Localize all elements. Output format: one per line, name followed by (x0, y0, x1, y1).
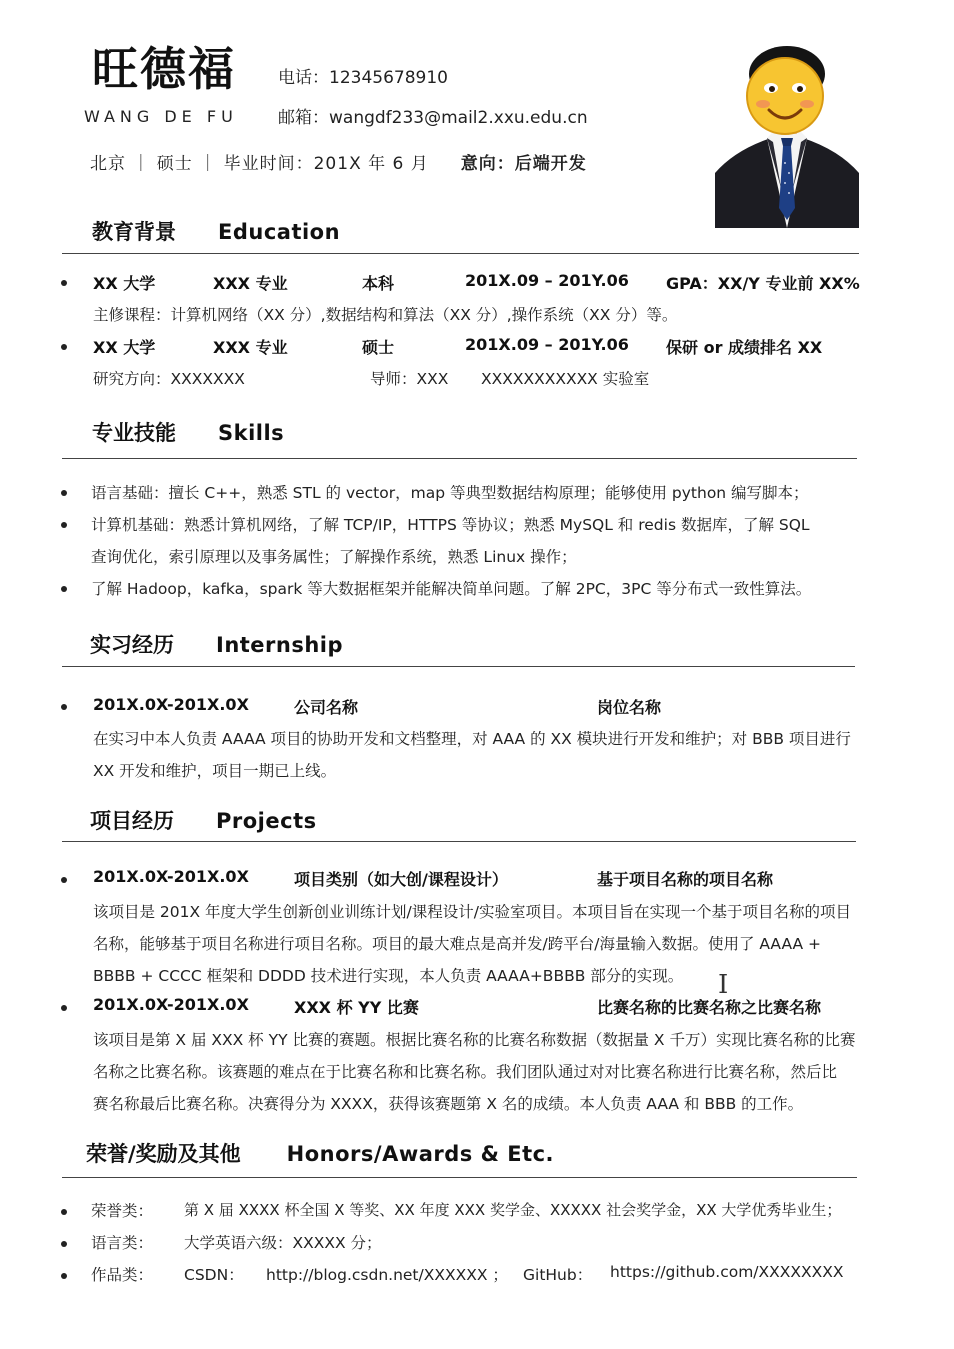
basics-text: 北京 ｜ 硕士 ｜ 毕业时间：201X 年 6 月 (90, 154, 429, 174)
section-title-education (92, 216, 340, 246)
section-title-projects (90, 805, 317, 835)
project-period: 201X.0X-201X.0X (93, 867, 249, 886)
bullet (61, 877, 67, 883)
edu-advisor: 导师：XXX (370, 370, 449, 388)
skill-item: 计算机基础：熟悉计算机网络，了解 TCP/IP，HTTPS 等协议；熟悉 MySQL 和 redis 数据库，了解 SQL (91, 516, 810, 534)
edu-major: XXX 专业 (213, 274, 288, 293)
project-name: 比赛名称的比赛名称之比赛名称 (597, 998, 822, 1017)
intern-company: 公司名称 (294, 698, 359, 717)
section-divider (62, 841, 856, 842)
csdn-link[interactable]: http://blog.csdn.net/XXXXXX ； (266, 1266, 508, 1284)
project-period: 201X.0X-201X.0X (93, 995, 249, 1014)
section-title-en: Skills (218, 421, 285, 445)
section-divider (62, 666, 855, 667)
edu-degree: 硕士 (362, 338, 395, 357)
edu-period: 201X.09 – 201Y.06 (465, 335, 629, 354)
section-title-en: Honors/Awards & Etc. (286, 1142, 555, 1166)
honor-value: 大学英语六级：XXXXX 分； (184, 1234, 382, 1252)
project-desc-line: 名称，能够基于项目名称进行项目名称。项目的最大难点是高并发/跨平台/海量输入数据。使用了 AAAA + (93, 935, 821, 953)
section-title-skills (92, 417, 284, 447)
bullet (61, 704, 67, 710)
edu-extra: 保研 or 成绩排名 XX (666, 338, 823, 357)
intern-period: 201X.0X-201X.0X (93, 695, 249, 714)
bullet (61, 280, 67, 286)
edu-detail: 主修课程：计算机网络（XX 分）,数据结构和算法（XX 分）,操作系统（XX 分）等。 (93, 306, 678, 324)
bullet (61, 522, 67, 528)
profile-photo (715, 38, 859, 228)
edu-major: XXX 专业 (213, 338, 288, 357)
edu-lab: XXXXXXXXXXX 实验室 (481, 370, 650, 388)
section-title-internship (90, 629, 343, 659)
section-title-cn: 荣誉/奖励及其他 (86, 1142, 241, 1166)
project-category: XXX 杯 YY 比赛 (294, 998, 419, 1017)
bullet (61, 490, 67, 496)
edu-period: 201X.09 – 201Y.06 (465, 271, 629, 290)
project-category: 项目类别（如大创/课程设计） (294, 870, 508, 889)
csdn-label: CSDN： (184, 1266, 244, 1284)
section-title-cn: 项目经历 (90, 809, 174, 833)
section-title-en: Education (218, 220, 341, 244)
section-title-cn: 实习经历 (90, 633, 174, 657)
honor-value: 第 X 届 XXXX 杯全国 X 等奖、XX 年度 XXX 奖学金、XXXXX 社会奖学金，XX 大学优秀毕业生； (184, 1201, 842, 1219)
edu-school: XX 大学 (93, 338, 156, 357)
bullet (61, 344, 67, 350)
intent-label: 意向： (460, 154, 515, 174)
bullet (61, 1241, 67, 1247)
project-desc-line: 赛名称最后比赛名称。决赛得分为 XXXX，获得该赛题第 X 名的成绩。本人负责 AAA 和 BBB 的工作。 (93, 1095, 804, 1113)
intent-value: 后端开发 (514, 154, 587, 174)
intern-desc-line: XX 开发和维护，项目一期已上线。 (93, 762, 337, 780)
project-desc-line: BBBB + CCCC 框架和 DDDD 技术进行实现，本人负责 AAAA+BBBB 部分的实现。 (93, 967, 684, 985)
candidate-name: 旺德福 (92, 42, 236, 96)
edu-research: 研究方向：XXXXXXX (93, 370, 245, 388)
basic-info (90, 149, 587, 174)
honor-label: 语言类： (91, 1234, 154, 1252)
section-title-en: Internship (216, 633, 344, 657)
phone: 电话：12345678910 (278, 68, 448, 88)
bullet (61, 1209, 67, 1215)
intern-desc-line: 在实习中本人负责 AAAA 项目的协助开发和文档整理，对 AAA 的 XX 模块进行开发和维护；对 BBB 项目进行 (93, 730, 851, 748)
honor-label: 荣誉类： (91, 1202, 154, 1220)
section-title-cn: 教育背景 (92, 220, 176, 244)
edu-extra: GPA：XX/Y 专业前 XX% (666, 274, 860, 293)
project-name: 基于项目名称的项目名称 (597, 870, 774, 889)
text-cursor-icon: I (718, 970, 729, 1000)
email: 邮箱：wangdf233@mail2.xxu.edu.cn (278, 108, 588, 128)
section-divider (62, 458, 857, 459)
github-label: GitHub： (523, 1266, 593, 1284)
section-divider (62, 253, 859, 254)
skill-item: 语言基础：擅长 C++，熟悉 STL 的 vector，map 等典型数据结构原理；能够使用 python 编写脚本； (91, 484, 809, 502)
project-desc-line: 该项目是第 X 届 XXX 杯 YY 比赛的赛题。根据比赛名称的比赛名称数据（数据量 X 千万）实现比赛名称的比赛 (93, 1031, 856, 1049)
bullet (61, 586, 67, 592)
github-link[interactable]: https://github.com/XXXXXXXX (610, 1263, 844, 1281)
bullet (61, 1005, 67, 1011)
project-desc-line: 该项目是 201X 年度大学生创新创业训练计划/课程设计/实验室项目。本项目旨在实现一个基于项目名称的项目 (93, 903, 852, 921)
intern-position: 岗位名称 (597, 698, 662, 717)
section-title-en: Projects (216, 809, 317, 833)
candidate-pinyin: WANG DE FU (84, 107, 238, 126)
section-title-honors (86, 1138, 554, 1168)
honor-label: 作品类： (91, 1266, 154, 1284)
project-desc-line: 名称之比赛名称。该赛题的难点在于比赛名称和比赛名称。我们团队通过对对比赛名称进行比赛名称，然后比 (93, 1063, 838, 1081)
section-title-cn: 专业技能 (92, 421, 176, 445)
skill-item-continued: 查询优化，索引原理以及事务属性；了解操作系统，熟悉 Linux 操作； (91, 548, 577, 566)
section-divider (62, 1177, 857, 1178)
profile-photo-smiley-icon (715, 38, 859, 228)
edu-degree: 本科 (362, 274, 395, 293)
skill-item: 了解 Hadoop，kafka，spark 等大数据框架并能解决简单问题。了解 2PC，3PC 等分布式一致性算法。 (91, 580, 812, 598)
bullet (61, 1273, 67, 1279)
edu-school: XX 大学 (93, 274, 156, 293)
